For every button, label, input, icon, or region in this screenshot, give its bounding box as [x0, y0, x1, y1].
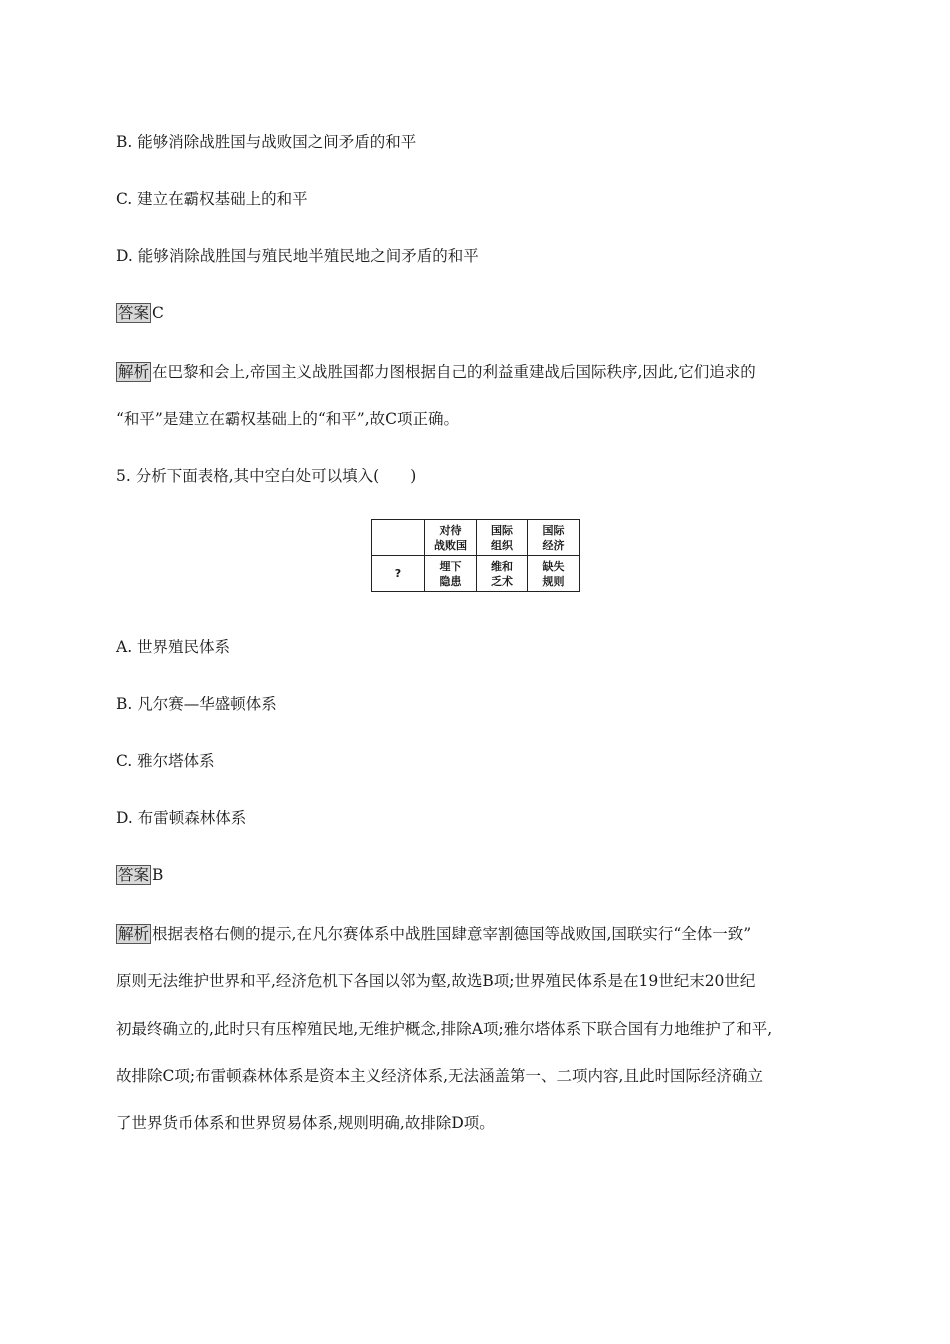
q5-table: [371, 519, 580, 592]
q4-option-d: D. 能够消除战胜国与殖民地半殖民地之间矛盾的和平: [116, 247, 479, 265]
q4-answer: [116, 302, 164, 324]
cell-line: ?: [394, 567, 402, 580]
cell-line: 国际: [491, 523, 513, 537]
analysis-tag: 解析: [118, 363, 150, 381]
analysis-text: 在巴黎和会上,帝国主义战胜国都力图根据自己的利益重建战后国际秩序,因此,它们追求的: [152, 363, 756, 381]
cell-line: 维和: [491, 559, 513, 573]
q5-analysis-line-2: 原则无法维护世界和平,经济危机下各国以邻为壑,故选B项;世界殖民体系是在19世纪末20世纪: [116, 972, 756, 990]
table-header-row: [372, 520, 580, 556]
q5-option-d: D. 布雷顿森林体系: [116, 809, 247, 827]
answer-value: B: [152, 866, 164, 884]
analysis-tag: 解析: [118, 925, 150, 943]
q4-option-b: B. 能够消除战胜国与战败国之间矛盾的和平: [116, 133, 417, 151]
cell-line: 国际: [542, 523, 565, 537]
cell-line: 对待: [439, 523, 462, 537]
q5-analysis-line-4: 故排除C项;布雷顿森林体系是资本主义经济体系,无法涵盖第一、二项内容,且此时国际经济确立: [116, 1067, 763, 1085]
table-row: [372, 556, 580, 592]
cell-line: 组织: [491, 538, 513, 552]
answer-tag: 答案: [118, 304, 150, 322]
q5-answer: [116, 864, 163, 886]
table-cell: [528, 556, 580, 592]
q5-analysis-line-5: 了世界货币体系和世界贸易体系,规则明确,故排除D项。: [116, 1114, 495, 1132]
analysis-text: 根据表格右侧的提示,在凡尔赛体系中战胜国肆意宰割德国等战败国,国联实行“全体一致”: [152, 925, 752, 943]
cell-line: 战败国: [434, 538, 467, 552]
cell-line: 规则: [542, 574, 565, 588]
q5-option-c: C. 雅尔塔体系: [116, 752, 215, 770]
q4-analysis-line-2: “和平”是建立在霸权基础上的“和平”,故C项正确。: [116, 410, 459, 428]
table-cell: [372, 556, 425, 592]
q4-analysis-line-1: [116, 361, 756, 383]
q4-option-c: C. 建立在霸权基础上的和平: [116, 190, 308, 208]
table-cell: [477, 520, 528, 556]
table-cell: [425, 520, 477, 556]
cell-line: 经济: [542, 538, 565, 552]
cell-line: 乏术: [491, 574, 513, 588]
q5-option-a: A. 世界殖民体系: [116, 638, 231, 656]
table-cell: [477, 556, 528, 592]
q5-question: 5. 分析下面表格,其中空白处可以填入( ): [116, 467, 417, 485]
answer-tag: 答案: [118, 866, 150, 884]
q5-analysis-line-3: 初最终确立的,此时只有压榨殖民地,无维护概念,排除A项;雅尔塔体系下联合国有力地维护了和平,: [116, 1020, 773, 1038]
cell-line: 缺失: [542, 559, 565, 573]
q5-analysis-line-1: [116, 923, 751, 945]
q5-option-b: B. 凡尔赛—华盛顿体系: [116, 695, 277, 713]
table-cell: [372, 520, 425, 556]
table-cell: [425, 556, 477, 592]
cell-line: 隐患: [439, 574, 462, 588]
table-cell: [528, 520, 580, 556]
answer-value: C: [152, 304, 164, 322]
cell-line: 埋下: [439, 559, 462, 573]
